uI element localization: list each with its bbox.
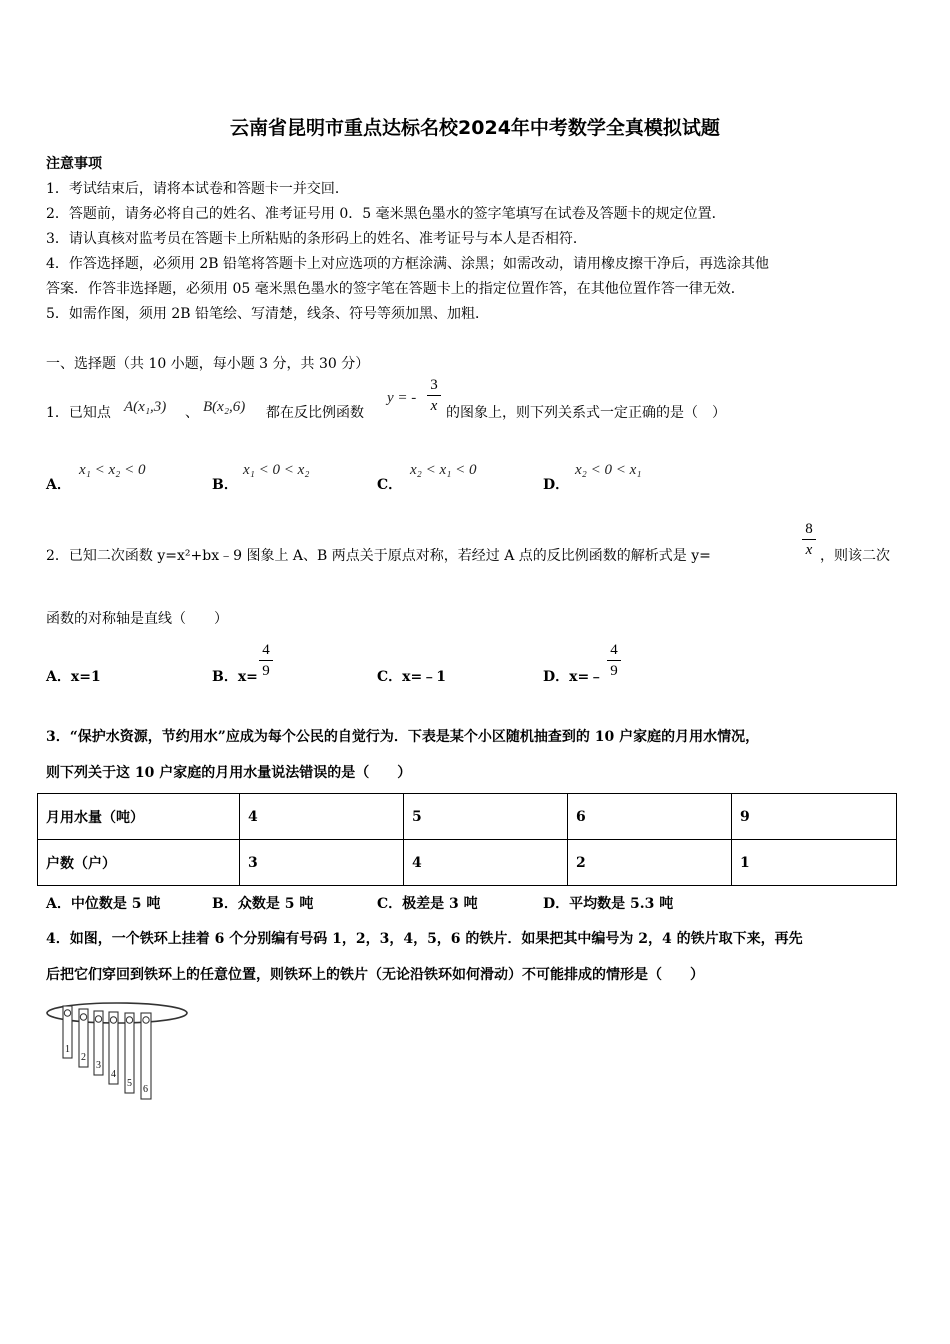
q3-option-a: A．中位数是 5 吨 [46, 896, 161, 912]
q2-option-b: B．x= [212, 669, 258, 685]
q3-line2: 则下列关于这 10 户家庭的月用水量说法错误的是（ ） [46, 765, 412, 781]
plate-number: 2 [81, 1052, 86, 1063]
plate-number: 6 [143, 1084, 148, 1095]
q1-option-a-label: A． [46, 477, 71, 493]
table-cell: 9 [732, 794, 897, 840]
q2-option-a: A．x=1 [46, 669, 101, 685]
q1-option-b-expr: x₁ < 0 < x₂ [243, 462, 310, 478]
table-cell: 户数（户） [38, 840, 240, 886]
q2-option-b-fraction [259, 641, 273, 680]
table-row [38, 840, 897, 886]
q2-option-d-numerator: 4 [610, 642, 618, 658]
q1-prefix: 1．已知点 [46, 405, 111, 421]
q2-fraction [802, 520, 816, 559]
notice-item: 2．答题前，请务必将自己的姓名、准考证号用 0．5 毫米黑色墨水的签字笔填写在试卷及答题卡的规定位置． [46, 206, 726, 222]
table-cell: 3 [240, 840, 404, 886]
plate-number: 1 [65, 1044, 70, 1055]
notice-heading: 注意事项 [46, 156, 102, 172]
q1-suffix: 的图象上，则下列关系式一定正确的是（ ） [446, 405, 726, 421]
q3-option-c: C．极差是 3 吨 [377, 896, 478, 912]
notice-item: 5．如需作图，须用 2B 铅笔绘、写清楚，线条、符号等须加黑、加粗． [46, 306, 490, 322]
q1-separator: 、 [185, 405, 199, 421]
section-heading: 一、选择题（共 10 小题，每小题 3 分，共 30 分） [46, 356, 370, 372]
q3-option-b: B．众数是 5 吨 [212, 896, 314, 912]
q2-option-d-fraction [607, 641, 621, 680]
q2-option-d: D．x=﹣ [543, 669, 604, 685]
notice-item: 3．请认真核对监考员在答题卡上所粘贴的条形码上的姓名、准考证号与本人是否相符． [46, 231, 587, 247]
table-cell: 6 [568, 794, 732, 840]
plate-number: 4 [111, 1069, 116, 1080]
q1-option-c-expr: x₂ < x₁ < 0 [410, 462, 477, 478]
table-cell: 5 [404, 794, 568, 840]
q1-point-a: A(x₁,3) [124, 399, 167, 415]
q1-option-c-label: C． [377, 477, 403, 493]
table-row [38, 794, 897, 840]
table-cell: 1 [732, 840, 897, 886]
iron-ring-figure [44, 994, 194, 1104]
page-title: 云南省昆明市重点达标名校2024年中考数学全真模拟试题 [230, 117, 720, 139]
table-cell: 月用水量（吨） [38, 794, 240, 840]
q1-option-a-expr: x₁ < x₂ < 0 [79, 462, 146, 478]
q1-option-d-expr: x₂ < 0 < x₁ [575, 462, 642, 478]
q2-line1: 2．已知二次函数 y=x²+bx﹣9 图象上 A、B 两点关于原点对称，若经过 A 点的反比例函数的解析式是 y= [46, 548, 711, 564]
q2-option-d-denominator: 9 [610, 663, 618, 679]
q2-line2: 函数的对称轴是直线（ ） [46, 611, 228, 627]
notice-item: 1．考试结束后，请将本试卷和答题卡一并交回． [46, 181, 349, 197]
water-usage-table [37, 793, 897, 886]
notice-item: 4．作答选择题，必须用 2B 铅笔将答题卡上对应选项的方框涂满、涂黑；如需改动，请用橡皮擦干净后，再选涂其他 [46, 256, 769, 272]
table-cell: 4 [240, 794, 404, 840]
q2-fraction-numerator: 8 [805, 521, 813, 537]
q1-function-lhs: y = - [387, 390, 417, 406]
q2-option-b-numerator: 4 [262, 642, 270, 658]
table-cell: 2 [568, 840, 732, 886]
q1-middle: 都在反比例函数 [266, 405, 364, 421]
q1-option-d-label: D． [543, 477, 570, 493]
q2-line1-end: ，则该二次 [820, 548, 890, 564]
notice-item: 答案．作答非选择题，必须用 05 毫米黑色墨水的签字笔在答题卡上的指定位置作答，在其他位置作答一律无效． [46, 281, 745, 297]
q1-option-b-label: B． [212, 477, 238, 493]
q3-option-d: D．平均数是 5.3 吨 [543, 896, 674, 912]
q1-function-denominator: x [430, 398, 438, 414]
q1-function-numerator: 3 [430, 377, 438, 393]
q3-line1: 3．“保护水资源，节约用水”应成为每个公民的自觉行为．下表是某个小区随机抽查到的 10 户家庭的月用水情况， [46, 729, 760, 745]
q1-point-b: B(x₂,6) [203, 399, 246, 415]
plate-number: 5 [127, 1078, 132, 1089]
q1-function-fraction [427, 376, 441, 415]
q4-line1: 4．如图，一个铁环上挂着 6 个分别编有号码 1，2，3，4，5，6 的铁片．如果把其中编号为 2，4 的铁片取下来，再先 [46, 931, 803, 947]
plate-number: 3 [96, 1060, 101, 1071]
q2-option-c: C．x=﹣1 [377, 669, 446, 685]
table-cell: 4 [404, 840, 568, 886]
q4-line2: 后把它们穿回到铁环上的任意位置，则铁环上的铁片（无论沿铁环如何滑动）不可能排成的情形是（ ） [46, 967, 704, 983]
q2-fraction-denominator: x [805, 542, 813, 558]
q2-option-b-denominator: 9 [262, 663, 270, 679]
